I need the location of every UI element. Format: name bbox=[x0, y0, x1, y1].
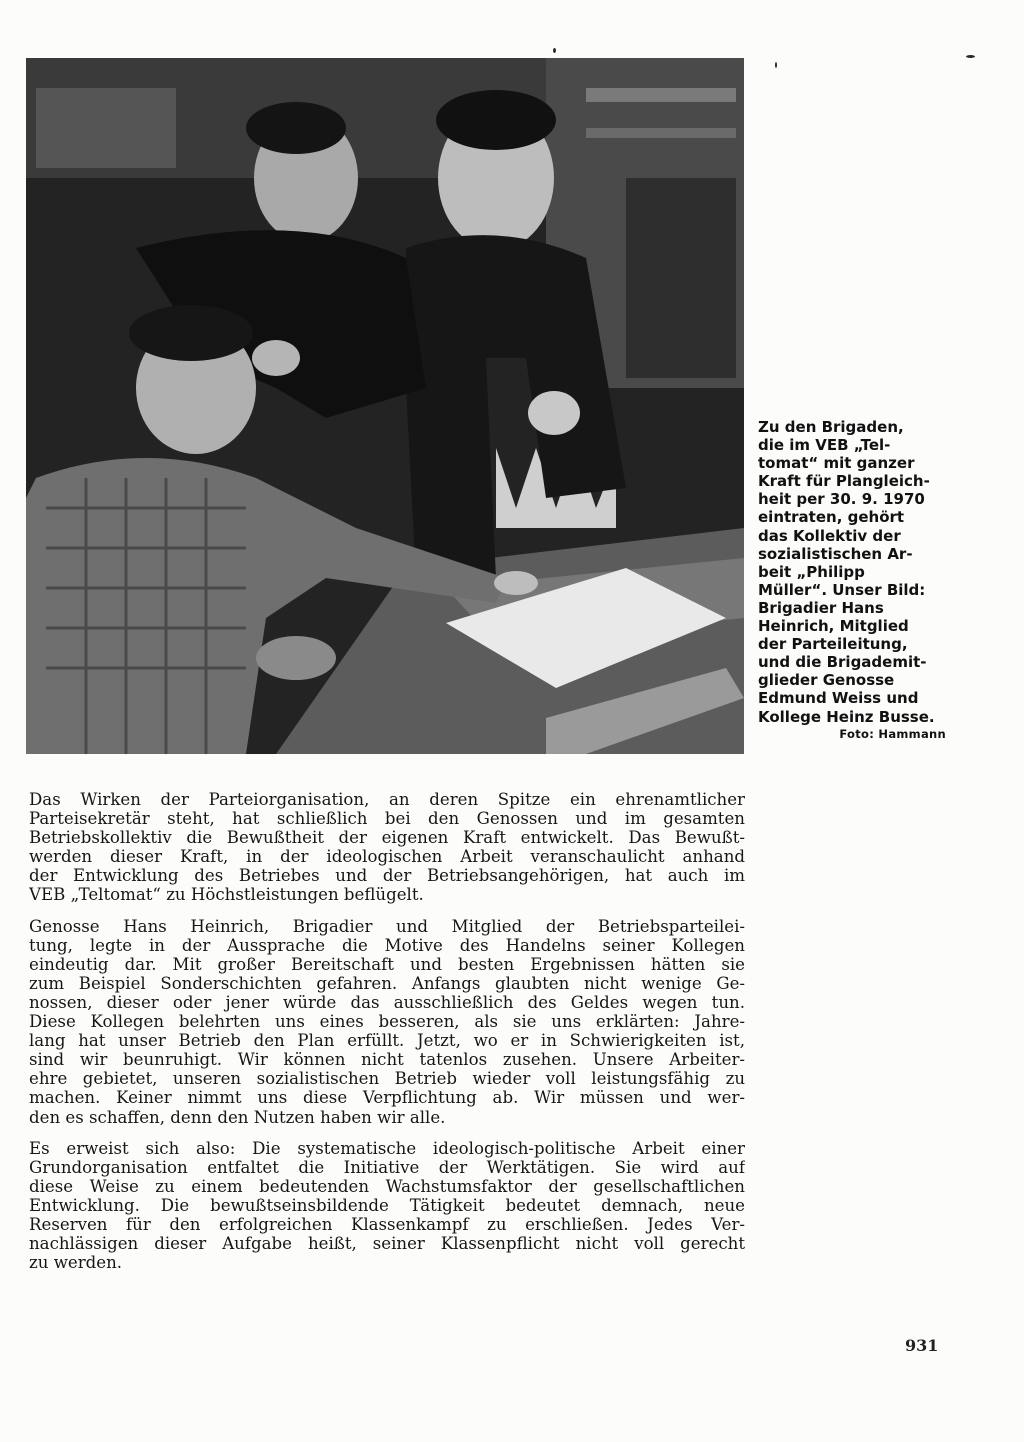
print-speck bbox=[553, 48, 556, 53]
print-speck bbox=[966, 55, 975, 58]
text-line: tung, legte in der Aussprache die Motive des Handelns seiner Kollegen bbox=[29, 935, 745, 955]
caption-line: Heinrich, Mitglied bbox=[758, 617, 909, 636]
text-line: Genosse Hans Heinrich, Brigadier und Mitglied der Betriebsparteilei- bbox=[29, 916, 745, 936]
article-body bbox=[29, 790, 745, 1284]
brigade-photo bbox=[26, 58, 744, 754]
caption-line: heit per 30. 9. 1970 bbox=[758, 490, 925, 509]
text-line: lang hat unser Betrieb den Plan erfüllt. Jetzt, wo er in Schwierigkeiten ist, bbox=[29, 1031, 745, 1051]
caption-line: Müller“. Unser Bild: bbox=[758, 580, 926, 599]
caption-line: sozialistischen Ar- bbox=[758, 544, 913, 563]
text-line: Entwicklung. Die bewußtseinsbildende Tätigkeit bedeutet demnach, neue bbox=[29, 1195, 745, 1215]
text-line: Das Wirken der Parteiorganisation, an deren Spitze ein ehrenamtlicher bbox=[29, 790, 745, 809]
caption-line: tomat“ mit ganzer bbox=[758, 454, 915, 473]
print-speck bbox=[775, 62, 777, 68]
text-line: Es erweist sich also: Die systematische ideologisch-politische Arbeit einer bbox=[29, 1138, 745, 1158]
text-line: werden dieser Kraft, in der ideologischen Arbeit veranschaulicht anhand bbox=[29, 847, 745, 867]
text-line: eindeutig dar. Mit großer Bereitschaft und besten Ergebnissen hätten sie bbox=[29, 954, 745, 974]
caption-line: Brigadier Hans bbox=[758, 598, 884, 617]
text-line: VEB „Teltomat“ zu Höchstleistungen beflügelt. bbox=[29, 885, 424, 905]
caption-line: beit „Philipp bbox=[758, 562, 865, 581]
caption-line: Edmund Weiss und bbox=[758, 689, 919, 708]
caption-line: Kraft für Plangleich- bbox=[758, 472, 930, 491]
text-line: Grundorganisation entfaltet die Initiative der Werktätigen. Sie wird auf bbox=[29, 1157, 745, 1177]
text-line: nachlässigen dieser Aufgabe heißt, seiner Klassenpflicht nicht voll gerecht bbox=[29, 1234, 745, 1254]
caption-line: glieder Genosse bbox=[758, 671, 895, 690]
text-line: ehre gebietet, unseren sozialistischen Betrieb wieder voll leistungsfähig zu bbox=[29, 1069, 745, 1089]
text-line: zu werden. bbox=[29, 1253, 123, 1273]
text-line: Reserven für den erfolgreichen Klassenkampf zu erschließen. Jedes Ver- bbox=[29, 1214, 745, 1234]
text-line: sind wir beunruhigt. Wir können nicht tatenlos zusehen. Unsere Arbeiter- bbox=[29, 1050, 745, 1070]
photo-icon bbox=[26, 58, 744, 754]
text-line: Parteisekretär steht, hat schließlich bei den Genossen und im gesamten bbox=[29, 809, 745, 829]
caption-line: Zu den Brigaden, bbox=[758, 418, 904, 436]
page-number: 931 bbox=[905, 1336, 939, 1355]
caption-line: eintraten, gehört bbox=[758, 508, 905, 527]
paragraph-3 bbox=[29, 1139, 745, 1273]
text-line: machen. Keiner nimmt uns diese Verpflichtung ab. Wir müssen und wer- bbox=[29, 1088, 745, 1108]
text-line: Betriebskollektiv die Bewußtheit der eigenen Kraft entwickelt. Das Bewußt- bbox=[29, 828, 745, 848]
text-line: diese Weise zu einem bedeutenden Wachstumsfaktor der gesellschaftlichen bbox=[29, 1176, 745, 1196]
caption-line: das Kollektiv der bbox=[758, 526, 901, 545]
photo-caption bbox=[758, 418, 956, 742]
caption-line: und die Brigademit- bbox=[758, 653, 927, 672]
photo-credit: Foto: Hammann bbox=[839, 726, 946, 741]
caption-line: der Parteileitung, bbox=[758, 635, 908, 654]
text-line: Diese Kollegen belehrten uns eines besseren, als sie uns erklärten: Jahre- bbox=[29, 1012, 745, 1032]
text-line: der Entwicklung des Betriebes und der Betriebsangehörigen, hat auch im bbox=[29, 866, 745, 886]
caption-line: die im VEB „Tel- bbox=[758, 436, 891, 455]
paragraph-1 bbox=[29, 790, 745, 905]
caption-line: Kollege Heinz Busse. bbox=[758, 707, 935, 726]
text-line: zum Beispiel Sonderschichten gefahren. Anfangs glaubten nicht wenige Ge- bbox=[29, 973, 745, 993]
text-line: den es schaffen, denn den Nutzen haben wir alle. bbox=[29, 1107, 446, 1127]
paragraph-2 bbox=[29, 917, 745, 1127]
text-line: nossen, dieser oder jener würde das ausschließlich des Geldes wegen tun. bbox=[29, 992, 745, 1012]
